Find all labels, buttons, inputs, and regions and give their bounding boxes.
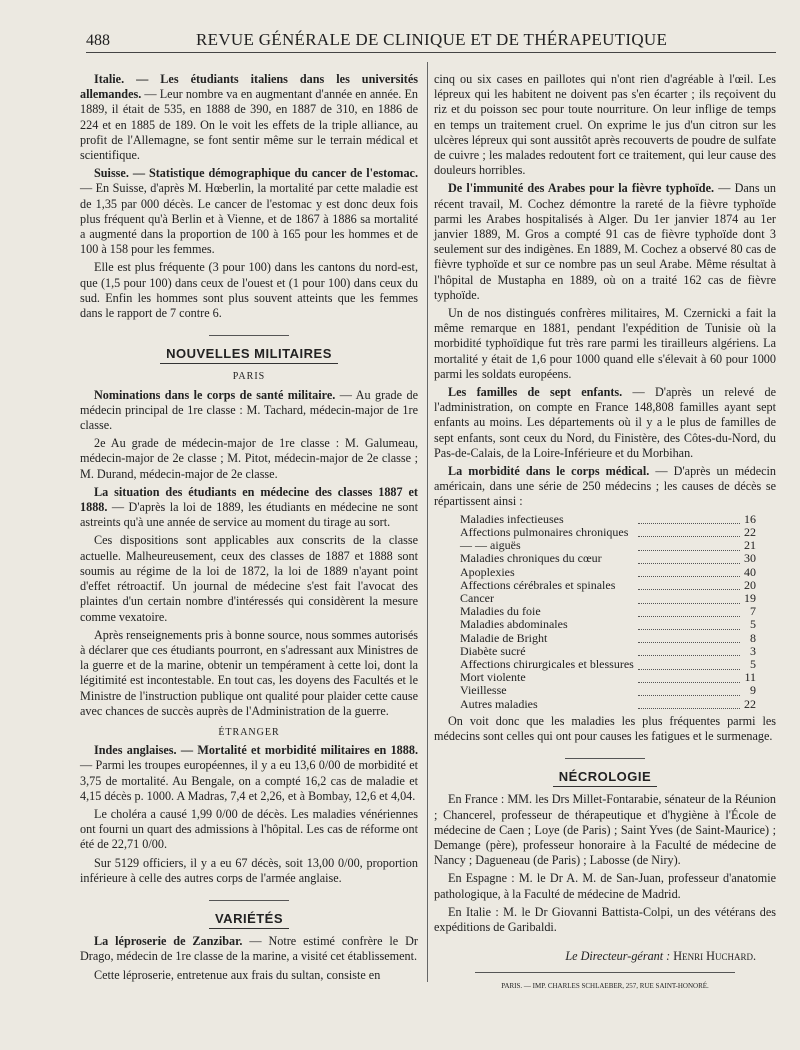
signature: Le Directeur-gérant : Henri Huchard. [565, 949, 756, 964]
section-heading-necrologie: NÉCROLOGIE [434, 769, 776, 784]
leader-dots [634, 539, 744, 552]
cause-value: 22 [744, 524, 756, 539]
separator [209, 335, 289, 336]
cause-label: Maladies du foie [460, 604, 541, 619]
cause-label: Mort violente [460, 670, 526, 685]
cause-label: Maladies abdominales [460, 617, 568, 632]
subheading-etranger: ÉTRANGER [218, 726, 280, 738]
leader-dots [634, 605, 744, 618]
cause-label: Maladies infectieuses [460, 511, 564, 526]
leader-dots [634, 671, 744, 684]
cause-value: 8 [750, 630, 756, 645]
leader-dots [634, 513, 744, 526]
table-row [434, 513, 776, 526]
causes-table [434, 513, 776, 711]
leader-dots [634, 684, 744, 697]
paragraph: Sur 5129 officiers, il y a eu 67 décès, soit 13,00 0/00, proportion inférieure à celle des autres corps de l'armée anglaise. [80, 855, 418, 885]
separator [565, 758, 645, 759]
cause-label: Apoplexies [460, 564, 515, 579]
cause-value: 9 [750, 683, 756, 698]
necrology-france: En France : MM. les Drs Millet-Fontarabie, sénateur de la Réunion ; Chancerel, professeur de thérapeutique et d'hygiène à l'École de médecine de Caen ; Loye (de Paris) ; Saint Yves (de Saint-Maurice) ; Demange (père), professeur honoraire à la Faculté de médecine de Nancy ; Dagueneau (de Paris) ; Labosse (de Niry). [434, 792, 776, 868]
leader-dots [634, 566, 744, 579]
cause-value: 5 [750, 656, 756, 671]
leader-dots [634, 658, 744, 671]
table-row [434, 618, 776, 631]
cause-label: Affections cérébrales et spinales [460, 577, 616, 592]
article-morbidite: La morbidité dans le corps médical. — D'après un médecin américain, dans une série de 250 médecins ; les causes de décès se répartissent ainsi : [434, 464, 776, 509]
cause-value: 30 [744, 551, 756, 566]
paragraph: Un de nos distingués confrères militaires, M. Czernicki a fait la même remarque en 1881, pendant l'expédition de Tunisie où la morbidité typhoïdique fut très rare parmi les tirailleurs algériens. La mortalité y était de 1,6 pour 1000 quand elle s'élevait à 60 pour 1000 parmi les soldats européens. [434, 306, 776, 381]
cause-value: 7 [750, 604, 756, 619]
article-italie: Italie. — Les étudiants italiens dans les universités allemandes. — Leur nombre va en augmentant d'année en année. En 1889, il était de 535, en 1888 de 390, en 1887 de 310, en 1886 de 224 et en 1885 de 189. On le voit les effets de la triple alliance, au profit de l'Allemagne, se font sentir même sur le terrain médical et scientifique. [80, 72, 418, 163]
leader-dots [634, 592, 744, 605]
cause-value: 21 [744, 538, 756, 553]
table-row [434, 698, 776, 711]
paragraph: 2e Au grade de médecin-major de 1re classe : M. Galumeau, médecin-major de 2e classe ; M. Pitot, médecin-major de 2e classe ; M. Durand, médecin-major de 2e classe. [80, 436, 418, 481]
cause-value: 5 [750, 617, 756, 632]
cause-value: 20 [744, 577, 756, 592]
table-row [434, 566, 776, 579]
section-heading-varietes: VARIÉTÉS [80, 911, 418, 926]
article-suisse: Suisse. — Statistique démographique du cancer de l'estomac. — En Suisse, d'après M. Hœberlin, la mortalité par cette maladie est de 1,35 par 000 décès. Le cancer de l'estomac y est donc deux fois plus fréquent qu'à Berlin et à Vienne, et de 1867 à 1886 sa mortalité a augmenté dans la proportion de 100 à 165 pour les hommes et de 100 à 158 pour les femmes. [80, 166, 418, 257]
leader-dots [634, 645, 744, 658]
cause-value: 19 [744, 590, 756, 605]
necrology-espagne: En Espagne : M. le Dr A. M. de San-Juan, professeur d'anatomie pathologique, à la Faculté de médecine de Madrid. [434, 871, 776, 901]
page-number: 488 [86, 32, 110, 49]
cause-value: 11 [744, 670, 756, 685]
paragraph: Elle est plus fréquente (3 pour 100) dans les cantons du nord-est, que (1,5 pour 100) dans ceux de l'ouest et (1 pour 100) dans ceux du sud. Enfin les hommes sont plus souvent atteints que les femmes dans le rapport de 7 contre 6. [80, 260, 418, 321]
section-heading-militaires: NOUVELLES MILITAIRES [80, 346, 418, 361]
cause-label: Affections chirurgicales et blessures [460, 656, 634, 671]
running-header [86, 30, 776, 53]
table-row [434, 579, 776, 592]
cause-label: Cancer [460, 590, 494, 605]
cause-label: Affections pulmonaires chroniques [460, 524, 629, 539]
paragraph: Cette léproserie, entretenue aux frais du sultan, consiste en [94, 967, 381, 982]
article-situation: La situation des étudiants en médecine des classes 1887 et 1888. — D'après la loi de 1889, les étudiants en médecine ne sont astreints qu'à une année de service au moment du tirage au sort. [80, 484, 418, 530]
article-indes: Indes anglaises. — Mortalité et morbidité militaires en 1888. — Parmi les troupes européennes, il y a eu 13,6 0/00 de morbidité et 3,75 de mortalité. Au Bengale, on a compté 16,2 cas de maladie et 4,15 décès p. 1000. A Madras, 7,4 et 2,26, et à Bombay, 12,6 et 4,04. [80, 743, 418, 803]
article-immunite: De l'immunité des Arabes pour la fièvre typhoïde. — Dans un récent travail, M. Cochez démontre la rareté de la fièvre typhoïde parmi les Arabes hospitalisés à Alger. Du 1er janvier 1874 au 1er janvier 1889, M. Gros a compté 91 cas de fièvre typhoïde dont 3 seulement sur des indigènes. En 1889, M. Cochez a observé 80 cas de fièvre typhoïde et sur ce nombre pas un seul Arabe. Même résultat à l'hôpital de Mustapha en 1889, où on a traité 162 cas de fièvre typhoïde. [434, 181, 776, 302]
necrology-italie: En Italie : M. le Dr Giovanni Battista-Colpi, un des vétérans des expéditions de Garibaldi. [434, 904, 776, 934]
left-column [80, 72, 418, 986]
article-familles: Les familles de sept enfants. — D'après un relevé de l'administration, on compte en France 148,808 familles ayant sept enfants au moins. Les départements où il y a le plus de familles de sept enfants, sont ceux du Nord, du Finistère, des Côtes-du-Nord, du Pas-de-Calais, de la Loire-Inférieure et du Morbihan. [434, 385, 777, 460]
cause-label: Vieillesse [460, 683, 507, 698]
paragraph: Après renseignements pris à bonne source, nous sommes autorisés à déclarer que ces étudiants pourront, en s'adressant aux Ministres de la guerre et de la marine, obtenir un tempérament à cette loi, dont la légitimité est incontestable. En tout cas, les doyens des Facultés et le Ministre de l'instruction publique ont qualité pour plaider cette cause avec chances de succès auprès de l'Administration de la guerre. [80, 627, 418, 718]
cause-value: 16 [744, 511, 756, 526]
subheading-paris: PARIS [232, 371, 266, 383]
table-row [434, 552, 776, 565]
cause-label: Autres maladies [460, 696, 538, 711]
table-row [434, 632, 776, 645]
table-row [434, 645, 776, 658]
cause-value: 22 [744, 696, 756, 711]
separator [209, 900, 289, 901]
article-leproserie: La léproserie de Zanzibar. — Notre estimé confrère le Dr Drago, médecin de 1re classe de la marine, a visité cet établissement. [80, 934, 418, 964]
cause-label: Maladie de Bright [460, 630, 548, 645]
paragraph: Ces dispositions sont applicables aux conscrits de la classe actuelle. Malheureusement, ceux des classes de 1887 et 1888 sont soumis au régime de la loi de 1872, la loi de 1889 n'ayant point d'effet rétroactif. Un journal de médecine s'est fait l'avocat des plaintes d'un certain nombre d'intéressés qui considèrent la mesure comme vexatoire. [80, 533, 418, 624]
leader-dots [634, 632, 744, 645]
cause-label: — — aiguës [460, 538, 521, 553]
journal-title: REVUE GÉNÉRALE DE CLINIQUE ET DE THÉRAPEUTIQUE [196, 30, 668, 49]
right-column [434, 72, 776, 995]
printer-imprint: PARIS. — IMP. CHARLES SCHLAEBER, 257, RUE SAINT-HONORÉ. [475, 972, 735, 994]
column-divider [427, 62, 428, 982]
table-row [434, 684, 776, 697]
cause-label: Diabète sucré [460, 643, 526, 658]
leader-dots [634, 526, 744, 539]
paragraph: cinq ou six cases en paillotes qui n'ont rien d'agréable à l'œil. Les lépreux qui les habitent ne doivent pas s'en écarter ; ils reçoivent du riz et du poisson sec pour toute nourriture. On leur inflige de temps en temps un traitement cruel. On exprime le jus d'un citron sur les ulcères lépreux qui sont aussitôt après recouverts de poudre de sulfate de cuivre ; les malades redoutent fort ce traitement, qui leur cause des douleurs horribles. [434, 72, 776, 178]
leader-dots [634, 698, 744, 711]
paragraph: Le choléra a causé 1,99 0/00 de décès. Les maladies vénériennes ont fourni un quart des admissions à l'hôpital. Les cas de réforme ont été de 22,71 0/00. [80, 806, 418, 852]
leader-dots [634, 618, 744, 631]
paragraph: On voit donc que les maladies les plus fréquentes parmi les médecins sont celles qui ont pour causes les fatigues et le surmenage. [434, 713, 776, 743]
leader-dots [634, 552, 744, 565]
leader-dots [634, 579, 744, 592]
cause-value: 40 [744, 564, 756, 579]
article-nominations: Nominations dans le corps de santé militaire. — Au grade de médecin principal de 1re classe : M. Tachard, médecin-major de 1re classe. [80, 387, 418, 433]
cause-label: Maladies chroniques du cœur [460, 551, 602, 566]
cause-value: 3 [750, 643, 756, 658]
